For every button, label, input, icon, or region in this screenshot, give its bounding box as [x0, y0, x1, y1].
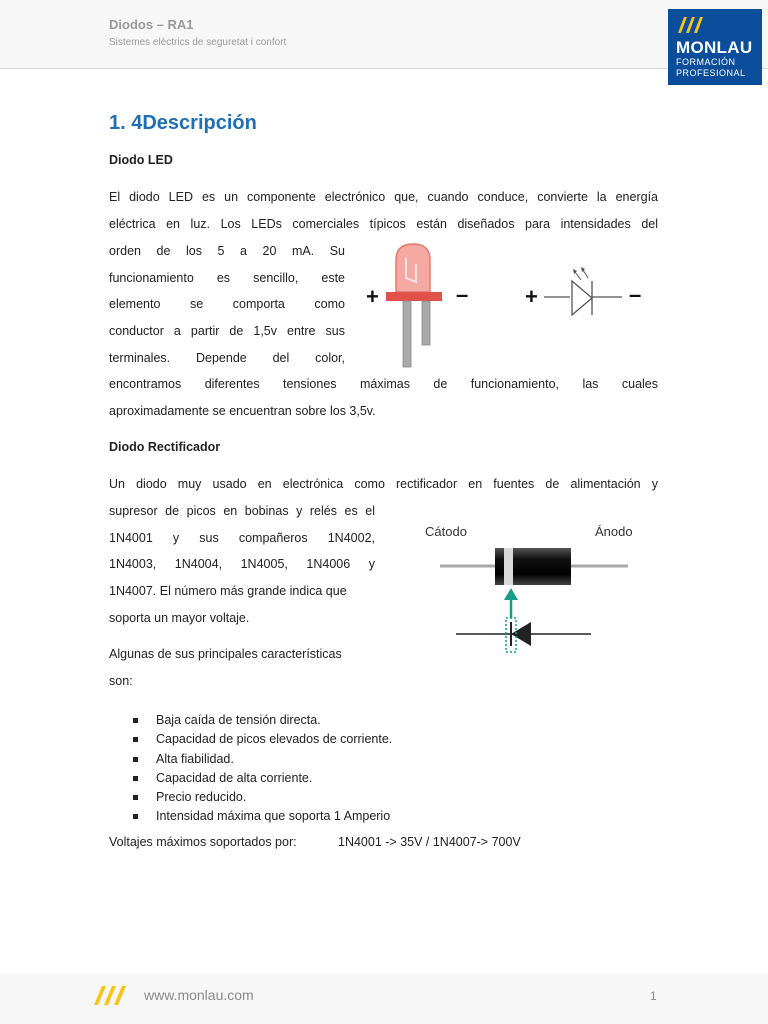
logo-tagline-line2: PROFESIONAL — [676, 68, 746, 78]
rectifier-text-line: 1N4003, 1N4004, 1N4005, 1N4006 y — [109, 557, 375, 571]
feature-text: Intensidad máxima que soporta 1 Amperio — [156, 809, 391, 824]
led-minus-left: – — [456, 282, 469, 307]
page-header — [0, 0, 768, 69]
rectifier-text-line: 1N4007. El número más grande indica que — [109, 584, 347, 598]
rectifier-diode-component-icon — [440, 548, 628, 585]
led-minus-right: – — [629, 282, 642, 307]
bullet-icon — [133, 776, 138, 781]
list-item — [109, 807, 392, 826]
monlau-stripes-icon — [676, 15, 706, 35]
section-heading: 1. 4Descripción — [109, 112, 257, 134]
rectifier-text-line: supresor de picos en bobinas y relés es el — [109, 504, 375, 518]
bullet-icon — [133, 814, 138, 819]
led-text-line: funcionamiento es sencillo, este — [109, 271, 345, 285]
led-plus-left: + — [366, 284, 379, 309]
feature-text: Precio reducido. — [156, 790, 247, 805]
feature-text: Alta fiabilidad. — [156, 751, 234, 766]
list-item — [109, 711, 392, 730]
voltages-label: Voltajes máximos soportados por: — [109, 835, 297, 849]
rectifier-figure — [420, 518, 650, 658]
features-intro-line: son: — [109, 674, 133, 688]
led-text-line: elemento se comporta como — [109, 297, 345, 311]
led-text-line: terminales. Depende del color, — [109, 351, 345, 365]
page-number: 1 — [650, 989, 657, 1003]
rectifier-title: Diodo Rectificador — [109, 440, 221, 454]
feature-text: Capacidad de picos elevados de corriente. — [156, 732, 393, 747]
footer-url: www.monlau.com — [144, 987, 254, 1003]
rectifier-text-line: soporta un mayor voltaje. — [109, 611, 250, 625]
bullet-icon — [133, 757, 138, 762]
bullet-icon — [133, 737, 138, 742]
led-figure — [358, 238, 658, 370]
anode-label: Ánodo — [595, 524, 633, 539]
led-text-line: eléctrica en luz. Los LEDs comerciales típicos están diseñados para intensidades del — [109, 217, 658, 231]
cathode-label: Cátodo — [425, 524, 467, 539]
list-item — [109, 750, 392, 769]
features-intro-line: Algunas de sus principales características — [109, 647, 342, 661]
diode-symbol-icon — [456, 618, 591, 652]
led-text-line: conductor a partir de 1,5v entre sus — [109, 324, 345, 338]
logo-tagline-line1: FORMACIÓN — [676, 57, 736, 67]
feature-text: Baja caída de tensión directa. — [156, 713, 321, 727]
page-footer — [0, 973, 768, 1024]
list-item — [109, 730, 392, 749]
bullet-icon — [133, 718, 138, 723]
features-list — [109, 711, 392, 827]
rectifier-text-line: Un diodo muy usado en electrónica como rectificador en fuentes de alimentación y — [109, 477, 658, 491]
led-plus-right: + — [525, 284, 538, 309]
voltages-value: 1N4001 -> 35V / 1N4007-> 700V — [338, 835, 521, 849]
list-item — [109, 769, 392, 788]
logo-tagline — [676, 57, 746, 79]
monlau-stripes-icon — [93, 983, 127, 1007]
led-title: Diodo LED — [109, 153, 173, 167]
header-title: Diodos – RA1 — [109, 17, 194, 32]
led-text-line: aproximadamente se encuentran sobre los 3,5v. — [109, 404, 376, 418]
led-text-line: orden de los 5 a 20 mA. Su — [109, 244, 345, 258]
bullet-icon — [133, 795, 138, 800]
list-item — [109, 788, 392, 807]
monlau-logo — [668, 9, 762, 85]
feature-text: Capacidad de alta corriente. — [156, 770, 313, 785]
logo-brand: MONLAU — [676, 38, 753, 57]
rectifier-text-line: 1N4001 y sus compañeros 1N4002, — [109, 531, 375, 545]
arrow-up-icon — [504, 588, 518, 618]
led-text-line: El diodo LED es un componente electrónico que, cuando conduce, convierte la energía — [109, 190, 658, 204]
led-text-line: encontramos diferentes tensiones máximas de funcionamiento, las cuales — [109, 377, 658, 391]
header-subtitle: Sistemes elèctrics de seguretat i confort — [109, 37, 287, 48]
